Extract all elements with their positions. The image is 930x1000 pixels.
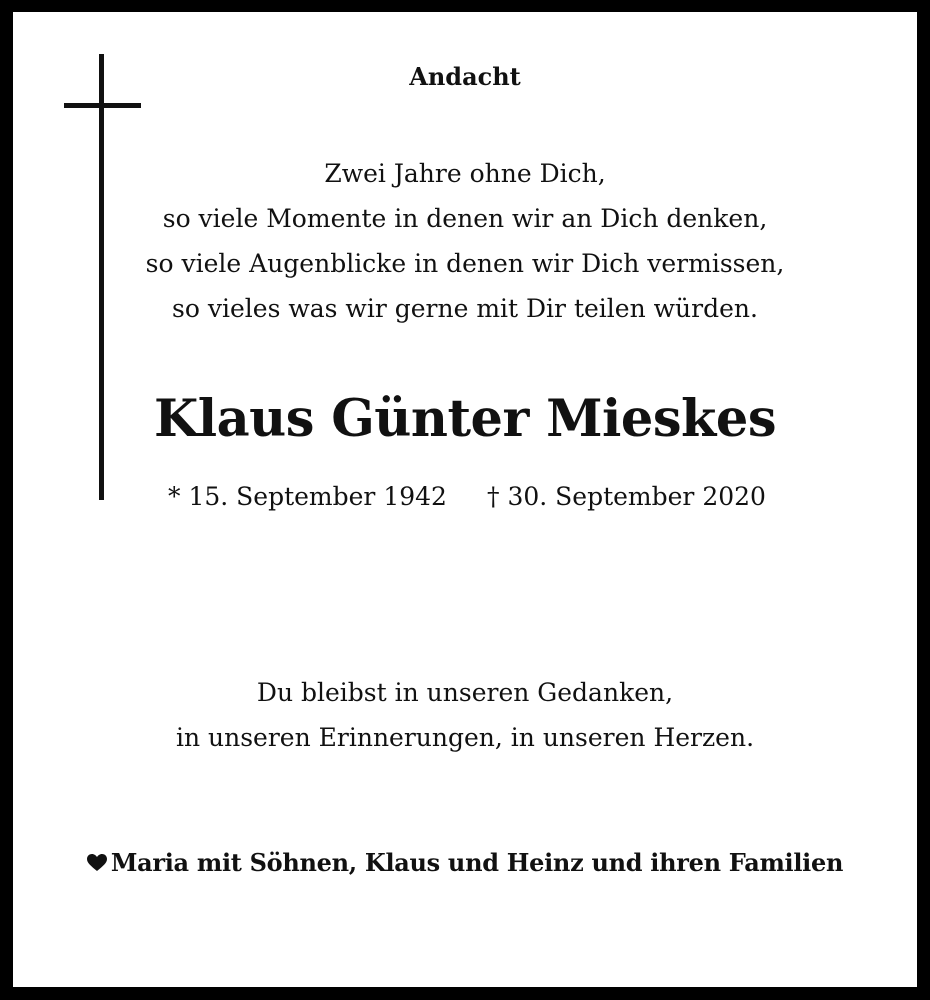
poem-line: so viele Momente in denen wir an Dich denken, bbox=[162, 204, 768, 233]
poem-line: so vieles was wir gerne mit Dir teilen würden. bbox=[172, 294, 758, 323]
poem-top bbox=[13, 151, 917, 331]
heart-icon bbox=[87, 854, 107, 872]
poem-line: in unseren Erinnerungen, in unseren Herzen. bbox=[175, 723, 755, 752]
deceased-name: Klaus Günter Mieskes bbox=[153, 389, 777, 449]
poem-line: so viele Augenblicke in denen wir Dich vermissen, bbox=[145, 249, 785, 278]
birth-date: * 15. September 1942 bbox=[168, 482, 447, 511]
obituary-card bbox=[13, 12, 917, 987]
poem-line: Du bleibst in unseren Gedanken, bbox=[256, 678, 674, 707]
signature bbox=[13, 848, 917, 877]
death-date: † 30. September 2020 bbox=[487, 482, 766, 511]
poem-line: Zwei Jahre ohne Dich, bbox=[324, 159, 606, 188]
signature-text: Maria mit Söhnen, Klaus und Heinz und ihren Familien bbox=[110, 848, 844, 877]
poem-bottom bbox=[13, 670, 917, 760]
cross-horizontal-bar bbox=[64, 103, 141, 108]
heading: Andacht bbox=[409, 62, 521, 91]
